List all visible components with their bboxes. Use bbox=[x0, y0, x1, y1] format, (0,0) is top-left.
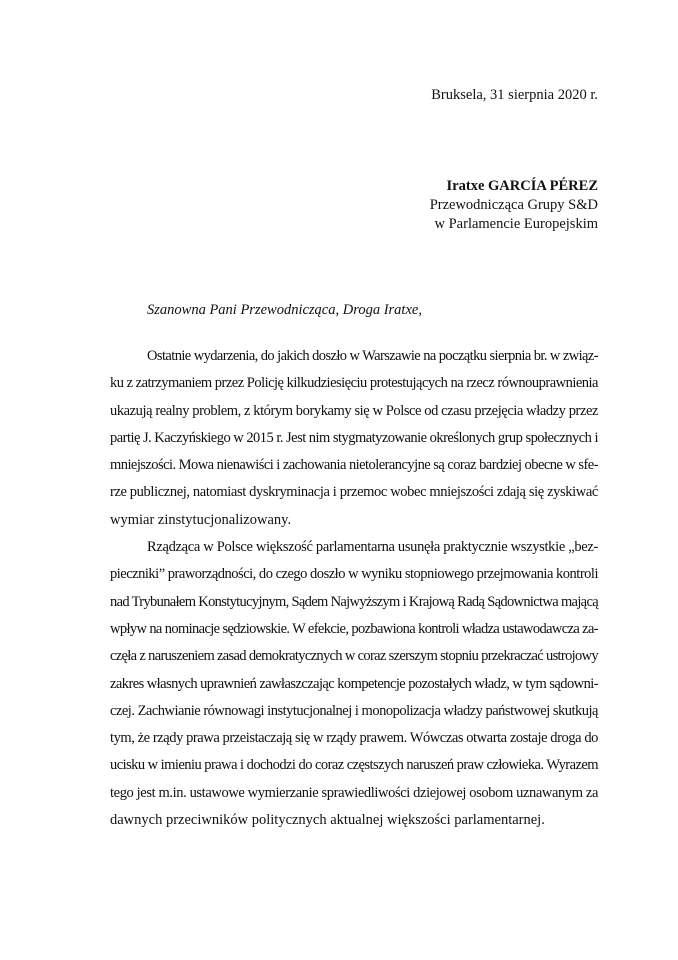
text-line: zakres własnych uprawnień zawłaszczając kompetencje pozostałych władz, w tym sądowni- bbox=[110, 675, 598, 692]
text-line: tego jest m.in. ustawowe wymierzanie sprawiedliwości dziejowej osobom uznawanym za bbox=[110, 784, 598, 801]
text-line: rze publicznej, natomiast dyskryminacja i przemoc wobec mniejszości zdają się zyskiwać bbox=[110, 484, 598, 501]
text-line: czej. Zachwianie równowagi instytucjonalnej i monopolizacja władzy państwowej skutkują bbox=[110, 702, 598, 719]
text-line: częła z naruszeniem zasad demokratycznych w coraz szerszym stopniu przekraczać ustrojowy bbox=[110, 648, 598, 665]
recipient-name: Iratxe GARCÍA PÉREZ bbox=[446, 178, 598, 194]
text-line: ukazują realny problem, z którym borykamy się w Polsce od czasu przejęcia władzy przez bbox=[110, 402, 598, 419]
recipient-role: Przewodnicząca Grupy S&D bbox=[429, 197, 598, 213]
text-line: partię J. Kaczyńskiego w 2015 r. Jest nim stygmatyzowanie określonych grup społecznych i bbox=[110, 429, 598, 446]
text-line: wymiar zinstytucjonalizowany. bbox=[110, 511, 292, 528]
text-line: mniejszości. Mowa nienawiści i zachowania nietolerancyjne są coraz bardziej obecne w sfe- bbox=[110, 457, 598, 474]
text-line: tym, że rządy prawa przeistaczają się w rządy prawem. Wówczas otwarta zostaje droga do bbox=[110, 730, 598, 747]
text-line: dawnych przeciwników politycznych aktualnej większości parlamentarnej. bbox=[110, 812, 545, 829]
text-line: Ostatnie wydarzenia, do jakich doszło w Warszawie na początku sierpnia br. w związ- bbox=[147, 348, 598, 364]
salutation: Szanowna Pani Przewodnicząca, Droga Iratxe, bbox=[147, 302, 422, 318]
text-line: Rządząca w Polsce większość parlamentarna usunęła praktycznie wszystkie „bez- bbox=[147, 539, 598, 556]
text-line: wpływ na nominacje sędziowskie. W efekcie, pozbawiona kontroli władza ustawodawcza za- bbox=[110, 620, 598, 637]
text-line: ucisku w imieniu prawa i dochodzi do coraz częstszych naruszeń praw człowieka. Wyrazem bbox=[110, 757, 598, 774]
paragraph bbox=[110, 346, 598, 537]
place-date: Bruksela, 31 sierpnia 2020 r. bbox=[431, 87, 598, 103]
text-line: nad Trybunałem Konstytucyjnym, Sądem Najwyższym i Krajową Radą Sądownictwa mającą bbox=[110, 593, 598, 610]
paragraph bbox=[110, 537, 598, 837]
recipient-block bbox=[430, 177, 598, 234]
recipient-institution: w Parlamencie Europejskim bbox=[434, 216, 598, 232]
text-line: pieczniki” praworządności, do czego doszło w wyniku stopniowego przejmowania kontroli bbox=[110, 566, 598, 583]
letter-body bbox=[110, 346, 598, 837]
text-line: ku z zatrzymaniem przez Policję kilkudziesięciu protestujących na rzecz równouprawnienia bbox=[110, 375, 598, 392]
